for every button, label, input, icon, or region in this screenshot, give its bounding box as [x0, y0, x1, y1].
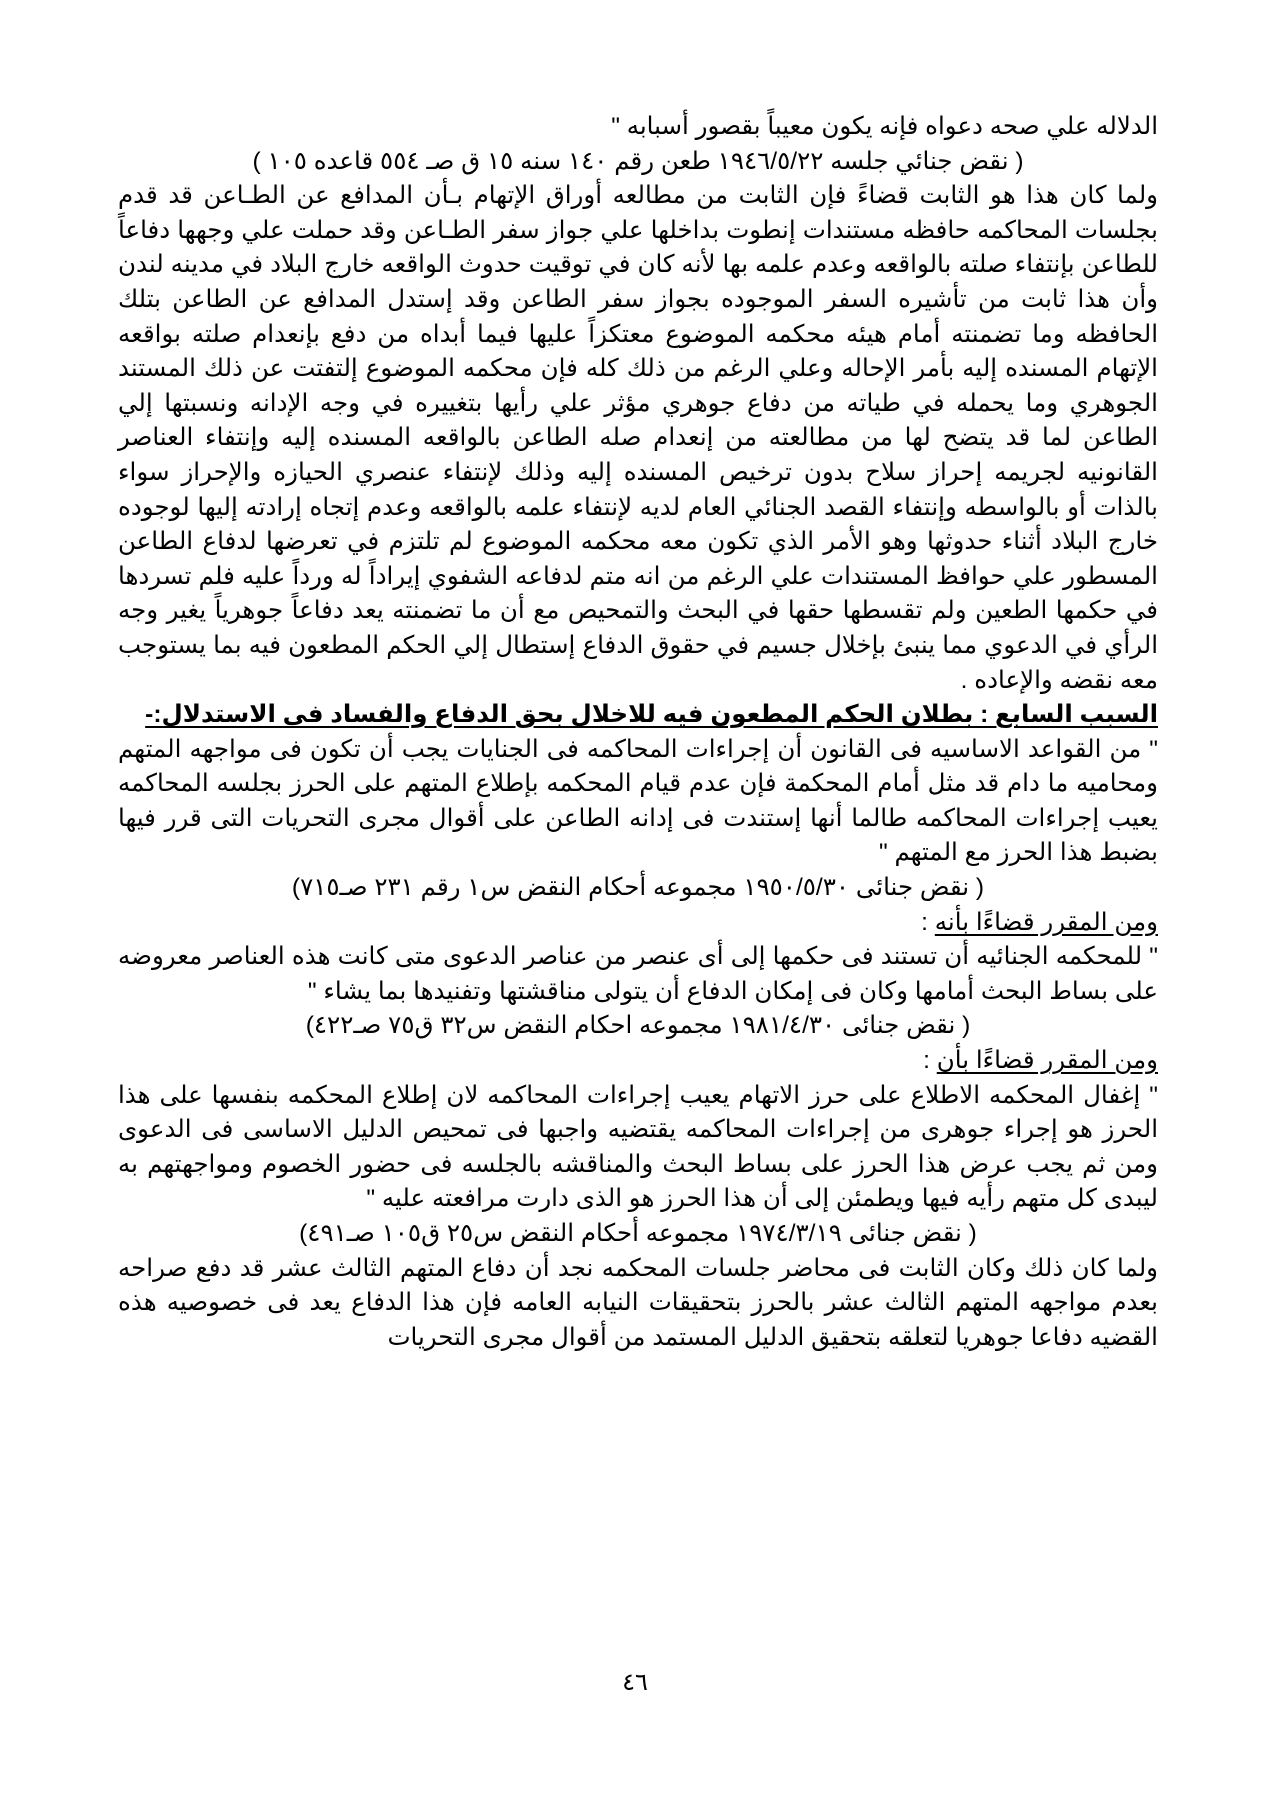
document-page — [118, 110, 1158, 1355]
ruling-intro-text: ومن المقرر قضاءًا بأنه — [934, 908, 1158, 936]
quoted-ruling: " إغفال المحكمه الاطلاع على حرز الاتهام يعيب إجراءات المحاكمه لان إطلاع المحكمه بنفسها على هذا الحرز هو إجراء جوهرى من إجراءات المحاكمه يقتضيه واجبها فى تمحيص الدليل الاساسى فى الدعوى ومن ثم يجب عرض هذا الحرز على بساط البحث والمناقشه بالجلسه فى حضور الخصوم ومواجهتهم به ليبدى كل متهم رأيه فيها ويطمئن إلى أن هذا الحرز هو الذى دارت مرافعته عليه " — [118, 1081, 1158, 1213]
paragraph-conclusion: ولما كان ذلك وكان الثابت فى محاضر جلسات المحكمه نجد أن دفاع المتهم الثالث عشر قد دفع صراحه بعدم مواجهه المتهم الثالث عشر بالحرز بتحقيقات النيابه العامه فإن هذا الدفاع يعد فى خصوصيه هذه القضيه دفاعا جوهريا لتعلقه بتحقيق الدليل المستمد من أقوال مجرى التحريات — [118, 1254, 1158, 1351]
paragraph-argument: ولما كان هذا هو الثابت قضاءً فإن الثابت من مطالعه أوراق الإتهام بـأن المدافع عن الطـاعن قد قدم بجلسات المحاكمه حافظه مستندات إنطوت بداخلها علي جواز سفر الطـاعن وقد حملت علي وجهها دفاعاً للطاعن بإنتفاء صلته بالواقعه وعدم علمه بها لأنه كان في توقيت حدوث الواقعه خارج البلاد في مدينه لندن وأن هذا ثابت من تأشيره السفر الموجوده بجواز سفر الطاعن وقد إستدل المدافع عن الطاعن بتلك الحافظه وما تضمنته أمام هيئه محكمه الموضوع معتكزاً عليها فيما أبداه من دفع بإنعدام صلته بواقعه الإتهام المسنده إليه بأمر الإحاله وعلي الرغم من ذلك كله فإن محكمه الموضوع إلتفتت عن ذلك المستند الجوهري وما يحمله في طياته من دفاع جوهري مؤثر علي رأيها بتغييره في وجه الإدانه ونسبتها إلي الطاعن لما قد يتضح لها من مطالعته من إنعدام صله الطاعن بالواقعه المسنده إليه وإنتفاء العناصر القانونيه لجريمه إحراز سلاح بدون ترخيص المسنده إليه وذلك لإنتفاء عنصري الحيازه والإحراز سواء بالذات أو بالواسطه وإنتفاء القصد الجنائي العام لديه لإنتفاء علمه بالواقعه وعدم إتجاه إرادته إليها لوجوده خارج البلاد أثناء حدوثها وهو الأمر الذي تكون معه محكمه الموضوع لم تلتزم في تعرضها لدفاع الطاعن المسطور علي حوافظ المستندات علي الرغم من انه متم لدفاعه الشفوي إيراداً له ورداً عليه فلم تسردها في حكمها الطعين ولم تقسطها حقها في البحث والتمحيص مع أن ما تضمنته يعد دفاعاً جوهرياً يغير وجه الرأي في الدعوي مما ينبئ بإخلال جسيم في حقوق الدفاع إستطال إلي الحكم المطعون فيه بما يستوجب معه نقضه والإعاده . — [118, 182, 1158, 694]
quoted-ruling: " للمحكمه الجنائيه أن تستند فى حكمها إلى أى عنصر من عناصر الدعوى متى كانت هذه العناصر معروضه على بساط البحث أمامها وكان فى إمكان الدفاع أن يتولى مناقشتها وتفنيدها بما يشاء " — [118, 943, 1158, 1005]
citation: ( نقض جنائى ١٩٨١/٤/٣٠ مجموعه احكام النقض س٣٢ ق٧٥ صـ٤٢٢) — [305, 1012, 971, 1040]
citation: ( نقض جنائى ١٩٥٠/٥/٣٠ مجموعه أحكام النقض س١ رقم ٢٣١ صـ٧١٥) — [291, 874, 985, 902]
paragraph-continuation: الدلاله علي صحه دعواه فإنه يكون معيباً بقصور أسبابه " — [611, 113, 1158, 140]
page-number: ٤٦ — [622, 1669, 648, 1696]
section-heading-text: السبب السابع : بطلان الحكم المطعون فيه للاخلال بحق الدفاع والفساد فى الاستدلال:- — [145, 701, 1158, 729]
citation: ( نقض جنائي جلسه ١٩٤٦/٥/٢٢ طعن رقم ١٤٠ سنه ١٥ ق صـ ٥٥٤ قاعده ١٠٥ ) — [252, 147, 1024, 175]
ruling-intro — [118, 1044, 1158, 1079]
ruling-intro — [118, 906, 1158, 941]
ruling-intro-text: ومن المقرر قضاءًا بأن — [936, 1047, 1158, 1075]
section-heading — [118, 698, 1158, 733]
citation: ( نقض جنائى ١٩٧٤/٣/١٩ مجموعه أحكام النقض س٢٥ ق١٠٥ صـ٤٩١) — [299, 1220, 977, 1247]
ruling-intro-colon: : — [923, 1047, 937, 1075]
ruling-intro-colon: : — [921, 908, 935, 936]
quoted-ruling: " من القواعد الاساسيه فى القانون أن إجراءات المحاكمه فى الجنايات يجب أن تكون فى مواجهه المتهم ومحاميه ما دام قد مثل أمام المحكمة فإن عدم قيام المحكمه بإطلاع المتهم على الحرز بجلسه المحاكمه يعيب إجراءات المحاكمه طالما أنها إستندت فى إدانه الطاعن على أقوال مجرى التحريات التى قرر فيها بضبط هذا الحرز مع المتهم " — [118, 735, 1158, 867]
